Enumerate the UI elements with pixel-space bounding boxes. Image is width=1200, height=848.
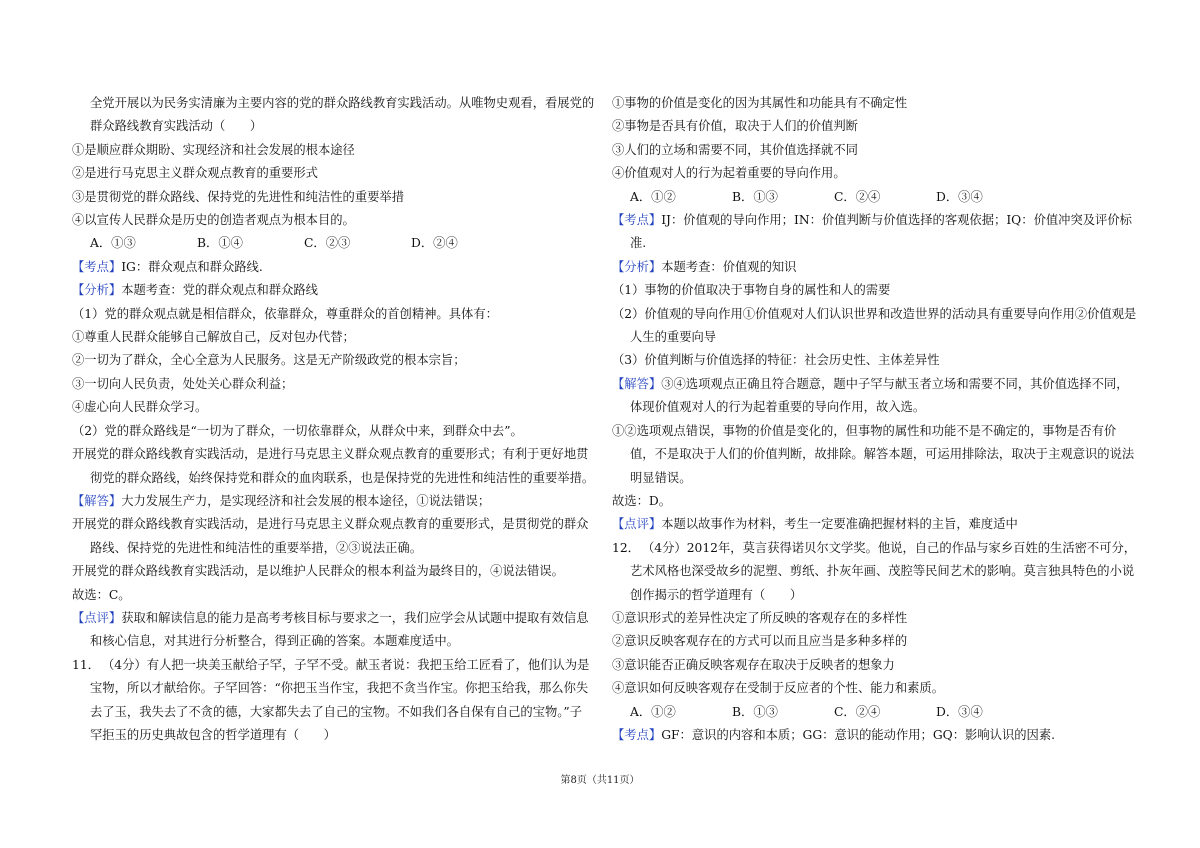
- dianping-section: [612, 513, 1132, 536]
- q11-options: [612, 186, 1132, 209]
- answer-line: 故选：C。: [72, 587, 131, 602]
- q10-options: [72, 232, 597, 255]
- jieda-tag: 【解答】: [612, 376, 662, 391]
- fenxi-line: ②一切为了群众，全心全意为人民服务。这是无产阶级政党的根本宗旨；: [72, 353, 466, 368]
- q12-option-a: A．①②: [630, 704, 676, 719]
- jieda-tag: 【解答】: [72, 493, 122, 508]
- fenxi-line: （2）价值观的导向作用①价值观对人们认识世界和改造世界的活动具有重要导向作用②价值观是: [612, 306, 1137, 321]
- kaodian-tag: 【考点】: [612, 213, 662, 228]
- kaodian2-tag: 【考点】: [612, 727, 662, 742]
- q12-option-d: D．③④: [936, 704, 983, 719]
- kaodian-section: [612, 209, 1132, 232]
- q10-item: ②是进行马克思主义群众观点教育的重要形式: [72, 166, 318, 181]
- fenxi-para-line: 彻党的群众路线，始终保持党和群众的血肉联系，也是保持党的先进性和纯洁性的重要举措。: [90, 470, 595, 485]
- q10-stem-line: 群众路线教育实践活动（ ）: [90, 119, 263, 134]
- dianping-text: 本题以故事作为材料，考生一定要准确把握材料的主旨，难度适中: [661, 517, 1018, 532]
- jieda-section: [612, 373, 1132, 396]
- q11-stem-line: 罕拒玉的历史典故包含的哲学道理有（ ）: [90, 727, 336, 742]
- dianping-section: [72, 607, 597, 630]
- q12-item: ③意识能否正确反映客观存在取决于反映者的想象力: [612, 657, 895, 672]
- q12-number: 12．: [612, 540, 640, 555]
- fenxi-tag: 【分析】: [612, 259, 662, 274]
- q10-option-c: C．②③: [304, 236, 351, 251]
- q11-item: ④价值观对人的行为起着重要的导向作用。: [612, 166, 846, 181]
- q11-number: 11．: [72, 657, 100, 672]
- q11-item: ③人们的立场和需要不同，其价值选择就不同: [612, 142, 858, 157]
- kaodian-cont: 准.: [630, 236, 647, 251]
- q11-stem-line: [72, 654, 597, 677]
- jieda-text: 大力发展生产力，是实现经济和社会发展的根本途径，①说法错误；: [121, 493, 491, 508]
- q12-stem-line: [612, 537, 1137, 560]
- fenxi-line: ①尊重人民群众能够自己解放自己，反对包办代替；: [72, 330, 355, 345]
- q12-stem-line: 艺术风格也深受故乡的泥塑、剪纸、扑灰年画、茂腔等民间艺术的影响。莫言独具特色的小说: [630, 564, 1135, 579]
- page-footer: 第8页（共11页）: [560, 775, 640, 786]
- fenxi-text: 本题考查：价值观的知识: [661, 259, 797, 274]
- q11-stem-text: （4分）有人把一块美玉献给子罕，子罕不受。献玉者说：我把玉给工匠看了，他们认为是: [102, 657, 590, 672]
- q11-stem-line: 宝物，所以才献给你。子罕回答：“你把玉当作宝，我把不贪当作宝。你把玉给我，那么你失: [90, 681, 589, 696]
- dianping-tag: 【点评】: [72, 610, 122, 625]
- q12-option-c: C．②④: [834, 704, 881, 719]
- fenxi-line: （1）党的群众观点就是相信群众，依靠群众，尊重群众的首创精神。具体有：: [72, 306, 498, 321]
- fenxi-section: [612, 256, 1132, 279]
- q12-item: ④意识如何反映客观存在受制于反应者的个性、能力和素质。: [612, 681, 945, 696]
- answer-line: 故选：D。: [612, 493, 672, 508]
- kaodian-text: IG：群众观点和群众路线.: [121, 259, 263, 274]
- q10-item: ①是顺应群众期盼、实现经济和社会发展的根本途径: [72, 142, 355, 157]
- kaodian-text: IJ：价值观的导向作用；IN：价值判断与价值选择的客观依据；IQ：价值冲突及评价标: [661, 213, 1132, 228]
- kaodian2-section: [612, 724, 1132, 747]
- q10-option-d: D．②④: [411, 236, 458, 251]
- q11-option-c: C．②④: [834, 189, 881, 204]
- q11-option-b: B．①③: [732, 189, 778, 204]
- q12-options: [612, 701, 1132, 724]
- fenxi-section: [72, 279, 597, 302]
- right-column: [612, 92, 1137, 747]
- fenxi-line: （2）党的群众路线是“一切为了群众，一切依靠群众，从群众中来，到群众中去”。: [72, 423, 523, 438]
- jieda-text: ③④选项观点正确且符合题意，题中子罕与献玉者立场和需要不同，其价值选择不同，: [661, 376, 1129, 391]
- jieda-para-line: 明显错误。: [630, 470, 692, 485]
- kaodian-tag: 【考点】: [72, 259, 122, 274]
- q10-option-a: A．①③: [90, 236, 136, 251]
- q10-item: ③是贯彻党的群众路线、保持党的先进性和纯洁性的重要举措: [72, 189, 405, 204]
- q12-item: ②意识反映客观存在的方式可以而且应当是多种多样的: [612, 634, 908, 649]
- q11-option-a: A．①②: [630, 189, 676, 204]
- kaodian2-text: GF：意识的内容和本质；GG：意识的能动作用；GQ：影响认识的因素.: [661, 727, 1056, 742]
- fenxi-line: （3）价值判断与价值选择的特征：社会历史性、主体差异性: [612, 353, 940, 368]
- q10-item: ④以宣传人民群众是历史的创造者观点为根本目的。: [72, 213, 355, 228]
- jieda-para-line: 路线、保持党的先进性和纯洁性的重要举措，②③说法正确。: [90, 540, 423, 555]
- jieda-para-line: 值，不是取决于人们的价值判断，故排除。解答本题，可运用排除法，取决于主观意识的说法: [630, 447, 1135, 462]
- fenxi-line: 人生的重要向导: [630, 330, 717, 345]
- fenxi-line: ③一切向人民负责，处处关心群众利益；: [72, 376, 294, 391]
- q11-item: ②事物是否具有价值，取决于人们的价值判断: [612, 119, 858, 134]
- left-column: [72, 92, 597, 747]
- fenxi-line: （1）事物的价值取决于事物自身的属性和人的需要: [612, 283, 891, 298]
- q10-stem-line: 全党开展以为民务实清廉为主要内容的党的群众路线教育实践活动。从唯物史观看，看展党的: [90, 96, 595, 110]
- q11-item: ①事物的价值是变化的因为其属性和功能具有不确定性: [612, 96, 908, 110]
- q11-stem-line: 去了玉，我失去了不贪的德，大家都失去了自己的宝物。不如我们各自保有自己的宝物。”子: [90, 704, 583, 719]
- jieda-para-line: 开展党的群众路线教育实践活动，是进行马克思主义群众观点教育的重要形式，是贯彻党的群众: [72, 517, 589, 532]
- q10-option-b: B．①④: [197, 236, 243, 251]
- dianping-text: 获取和解读信息的能力是高考考核目标与要求之一，我们应学会从试题中提取有效信息: [121, 610, 589, 625]
- kaodian-section: [72, 256, 597, 279]
- q12-option-b: B．①③: [732, 704, 778, 719]
- jieda-para-line: ①②选项观点错误，事物的价值是变化的，但事物的属性和功能不是不确定的，事物是否有价: [612, 423, 1117, 438]
- fenxi-line: ④虚心向人民群众学习。: [72, 400, 208, 415]
- q11-option-d: D．③④: [936, 189, 983, 204]
- fenxi-text: 本题考查：党的群众观点和群众路线: [121, 283, 318, 298]
- q12-stem-text: （4分）2012年，莫言获得诺贝尔文学奖。他说，自己的作品与家乡百姓的生活密不可分，: [642, 540, 1137, 555]
- fenxi-para-line: 开展党的群众路线教育实践活动，是进行马克思主义群众观点教育的重要形式；有利于更好地贯: [72, 447, 589, 462]
- jieda-section: [72, 490, 597, 513]
- jieda-last-line: 开展党的群众路线教育实践活动，是以维护人民群众的根本利益为最终目的，④说法错误。: [72, 564, 564, 579]
- dianping-cont: 和核心信息，对其进行分析整合，得到正确的答案。本题难度适中。: [90, 634, 459, 649]
- q12-item: ①意识形式的差异性决定了所反映的客观存在的多样性: [612, 610, 908, 625]
- jieda-cont: 体现价值观对人的行为起着重要的导向作用，故入选。: [630, 400, 926, 415]
- q12-stem-line: 创作揭示的哲学道理有（ ）: [630, 587, 803, 602]
- fenxi-tag: 【分析】: [72, 283, 122, 298]
- dianping-tag: 【点评】: [612, 517, 662, 532]
